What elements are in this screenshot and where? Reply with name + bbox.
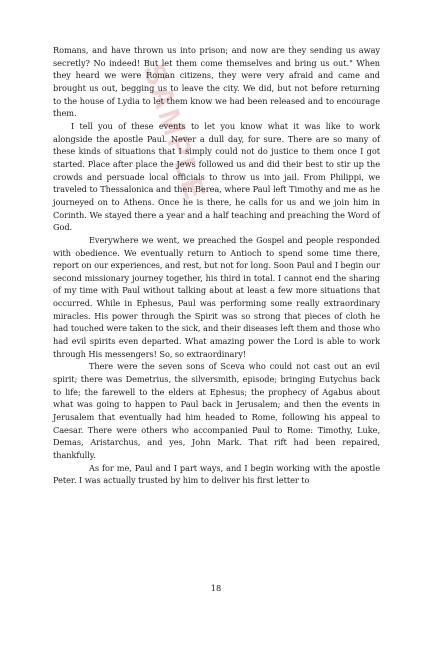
paragraph-4: There were the seven sons of Sceva who could not cast out an evil spirit; there was Demetrius, the silversmith, episode; bringing Eutychus back to life; the farewell to the elders at Ephesus; the prophecy of Agabus about what was going to happen to Paul back in Jerusalem; and then the events in Jerusalem that eventually had him headed to Rome, following his appeal to Caesar. There were others who accompanied Paul to Rome: Timothy, Luke, Demas, Aristarchus, and yes, John Mark. That rift had been repaired, thankfully. [53,361,380,460]
paragraph-1: Romans, and have thrown us into prison; and now are they sending us away secretly? No indeed! But let them come themselves and bring us out." When they heard we were Roman citizens, they were very afraid and came and brought us out, begging us to leave the city. We did, but not before returning to the house of Lydia to let them know we had been released and to encourage them. [53,45,380,119]
paragraph-5: As for me, Paul and I part ways, and I begin working with the apostle Peter. I was actually trusted by him to deliver his first letter to [53,462,380,486]
page-number: 18 [210,583,222,593]
paragraph-2: I tell you of these events to let you know what it was like to work alongside the apostle Paul. Never a dull day, for sure. There are so many of these kinds of situations that I simply could not do justice to them once I got started. Place after place the Jews followed us and did their best to stir up the crowds and persuade local officials to throw us into jail. From Philippi, we traveled to Thessalonica and then Berea, where Paul left Timothy and me as he journeyed on to Athens. Once he is there, he calls for us and we join him in Corinth. We stayed there a year and a half teaching and preaching the Word of God. [53,120,380,233]
body-text [53,44,380,487]
paragraph-3: Everywhere we went, we preached the Gospel and people responded with obedience. We eventually return to Antioch to spend some time there, report on our experiences, and rest, but not for long. Soon Paul and I begin our second missionary journey together, his third in total. I cannot end the sharing of my time with Paul without talking about at least a few more situations that occurred. While in Ephesus, Paul was performing some really extraordinary miracles. His power through the Spirit was so strong that pieces of cloth he had touched were taken to the sick, and their diseases left them and those who had evil spirits even departed. What amazing power the Lord is able to work through His messengers! So, so extraordinary! [53,234,380,359]
watermark-text: SAMPLE [136,60,213,207]
